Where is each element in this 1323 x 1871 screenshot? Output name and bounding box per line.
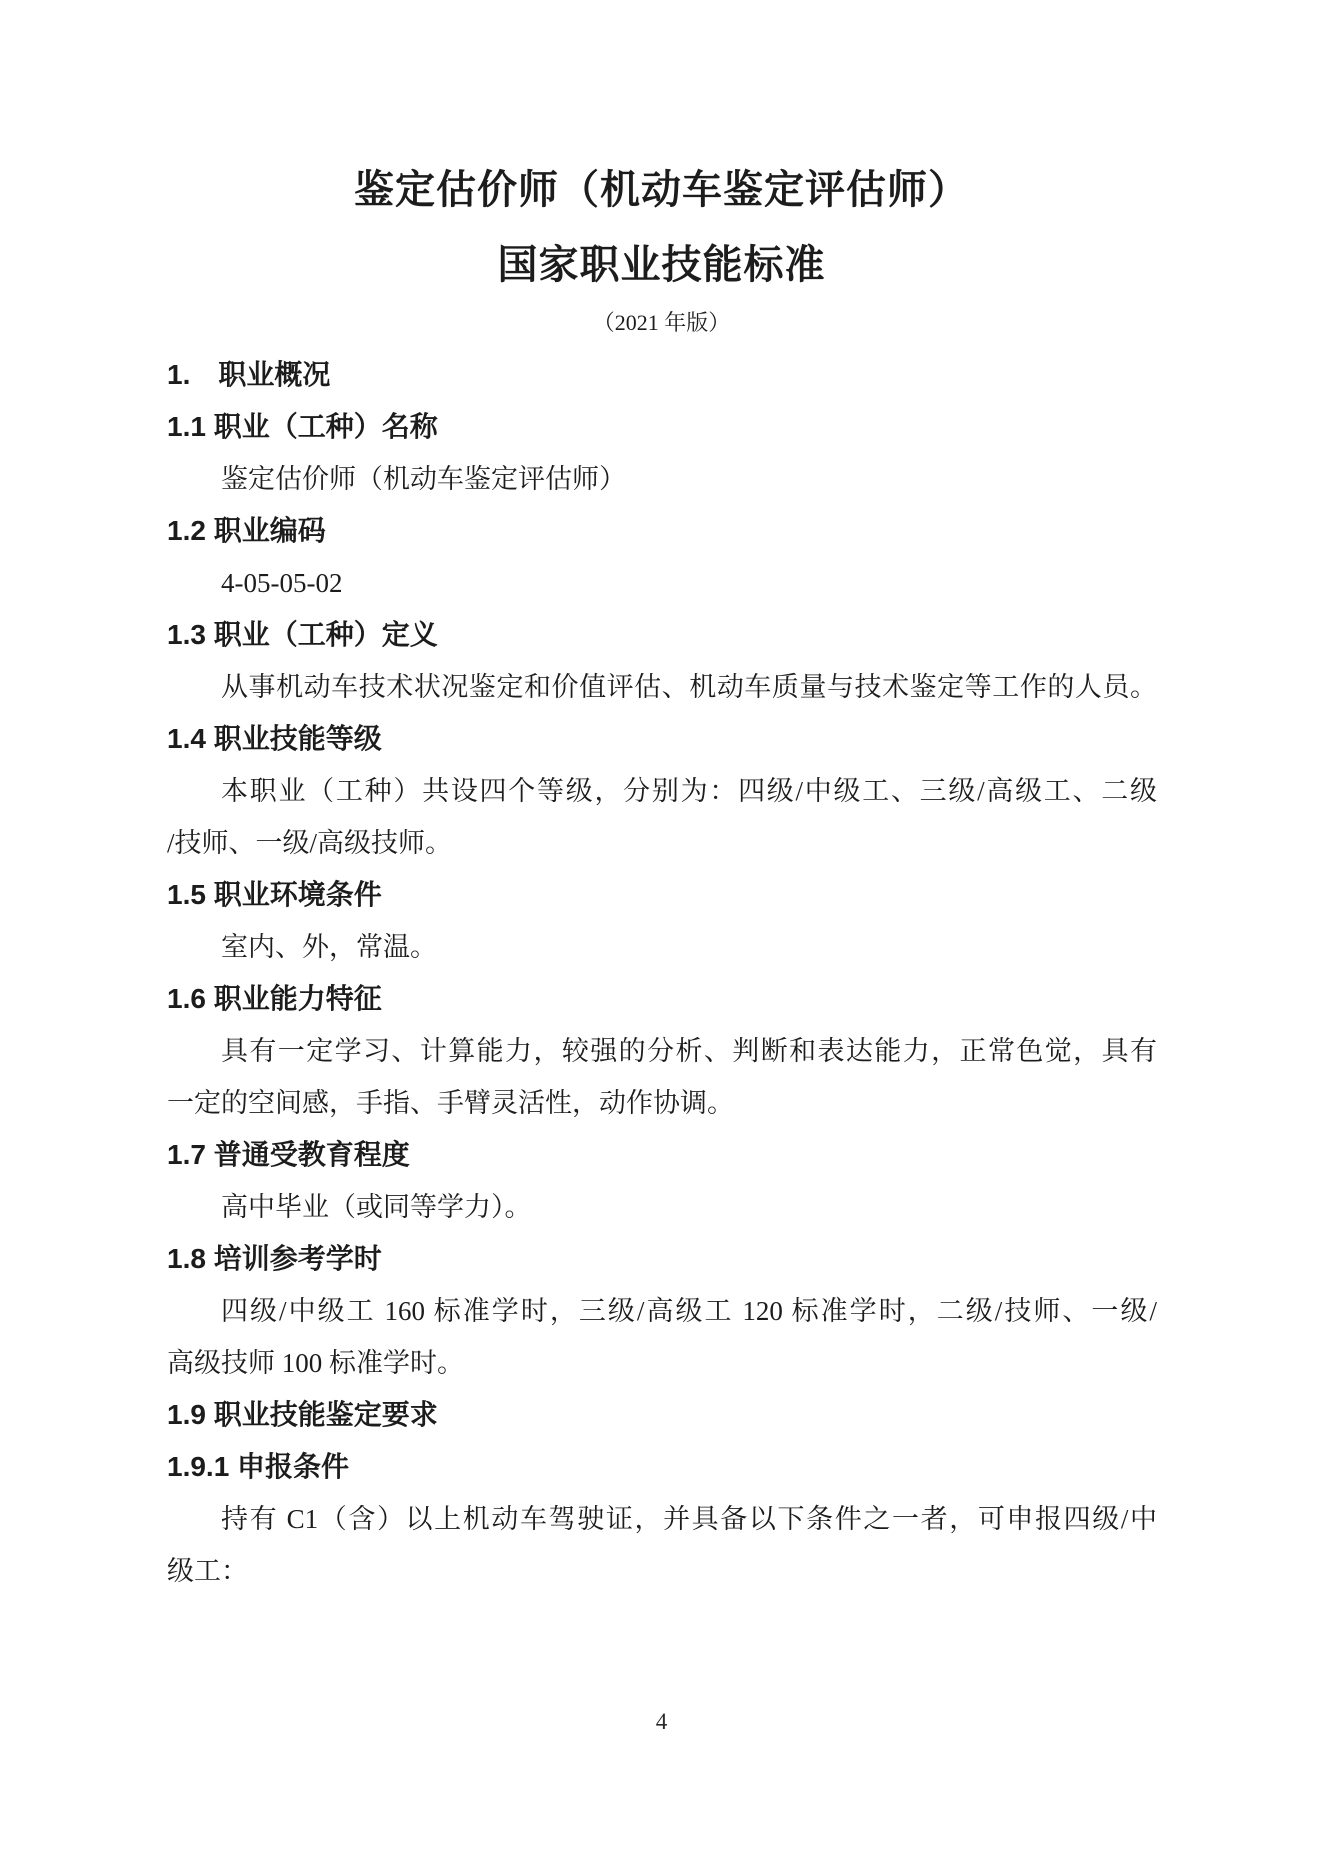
heading-1-1-occupation-name: 1.1 职业（工种）名称 bbox=[167, 411, 438, 442]
para-skill-levels-line1: 本职业（工种）共设四个等级，分别为：四级/中级工、三级/高级工、二级 bbox=[221, 776, 1157, 806]
heading-1-8-training-hours: 1.8 培训参考学时 bbox=[167, 1243, 382, 1274]
para-training-hours-line1: 四级/中级工 160 标准学时，三级/高级工 120 标准学时，二级/技师、一级/ bbox=[221, 1296, 1157, 1326]
para-application-conditions-line1: 持有 C1（含）以上机动车驾驶证，并具备以下条件之一者，可申报四级/中 bbox=[221, 1504, 1157, 1534]
heading-1-4-skill-levels: 1.4 职业技能等级 bbox=[167, 723, 382, 754]
para-skill-levels-line2: /技师、一级/高级技师。 bbox=[167, 828, 453, 858]
para-occupation-code: 4-05-05-02 bbox=[221, 568, 343, 598]
edition-label: （2021 年版） bbox=[592, 310, 731, 335]
heading-1-2-occupation-code: 1.2 职业编码 bbox=[167, 515, 326, 546]
para-occupation-name: 鉴定估价师（机动车鉴定评估师） bbox=[221, 464, 626, 494]
para-training-hours-line2: 高级技师 100 标准学时。 bbox=[167, 1348, 464, 1378]
heading-1-7-education-level: 1.7 普通受教育程度 bbox=[167, 1139, 410, 1170]
para-education-level: 高中毕业（或同等学力）。 bbox=[221, 1192, 532, 1222]
title-block bbox=[0, 0, 1323, 339]
para-work-environment: 室内、外，常温。 bbox=[221, 932, 437, 962]
para-occupation-definition: 从事机动车技术状况鉴定和价值评估、机动车质量与技术鉴定等工作的人员。 bbox=[221, 672, 1157, 702]
heading-1-5-work-environment: 1.5 职业环境条件 bbox=[167, 879, 382, 910]
document-title-line1: 鉴定估价师（机动车鉴定评估师） bbox=[354, 168, 969, 212]
heading-1-occupation-overview: 1. 职业概况 bbox=[167, 359, 331, 390]
heading-1-6-ability-traits: 1.6 职业能力特征 bbox=[167, 983, 382, 1014]
para-ability-traits-line2: 一定的空间感，手指、手臂灵活性，动作协调。 bbox=[167, 1088, 734, 1118]
heading-1-9-appraisal-requirements: 1.9 职业技能鉴定要求 bbox=[167, 1399, 438, 1430]
heading-1-9-1-application-conditions: 1.9.1 申报条件 bbox=[167, 1451, 350, 1482]
document-body bbox=[167, 349, 1157, 1597]
heading-1-3-occupation-definition: 1.3 职业（工种）定义 bbox=[167, 619, 438, 650]
para-application-conditions-line2: 级工： bbox=[167, 1556, 248, 1586]
document-title-line2: 国家职业技能标准 bbox=[497, 243, 826, 287]
para-ability-traits-line1: 具有一定学习、计算能力，较强的分析、判断和表达能力，正常色觉，具有 bbox=[221, 1036, 1157, 1066]
page-number: 4 bbox=[655, 1709, 668, 1734]
